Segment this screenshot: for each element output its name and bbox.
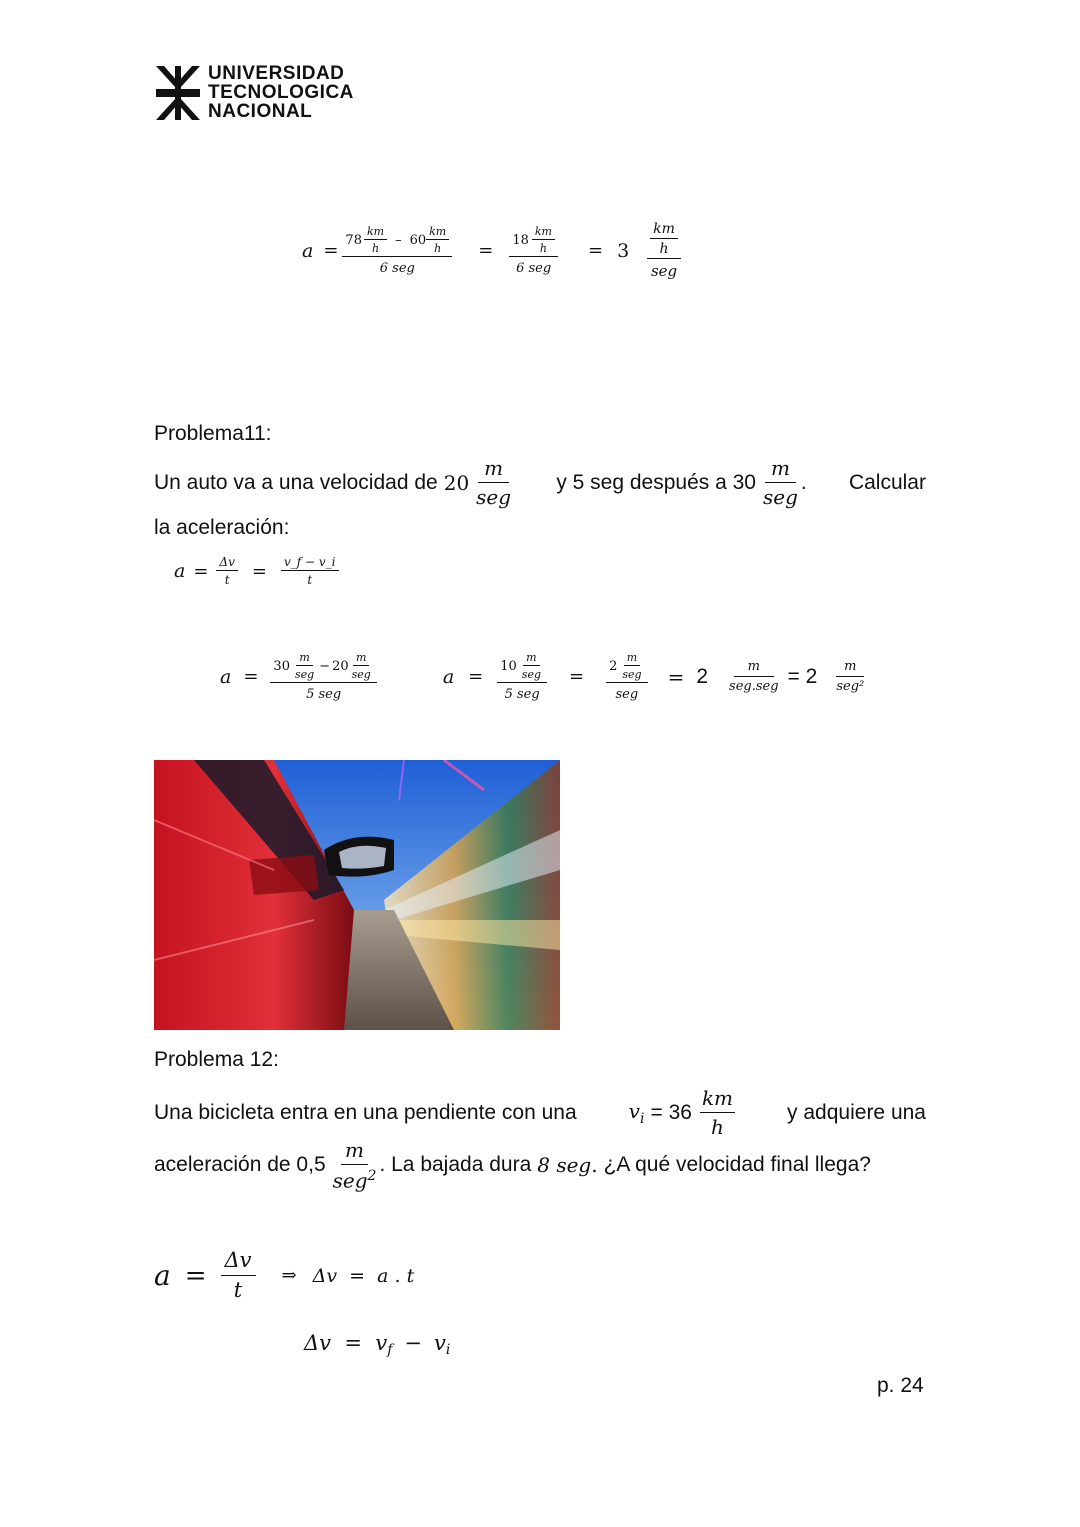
problem-12-statement-line1 [154,1088,926,1137]
m: m [523,652,539,666]
text: . La bajada dura [379,1153,532,1177]
fraction-10 [497,652,547,701]
m: m [765,458,796,483]
seg: seg [622,668,642,681]
text: y adquiere una [787,1100,926,1124]
fraction-dv-t [221,1250,256,1301]
seg: seg [615,687,639,702]
fraction-78-60 [342,226,452,275]
km-h-per-seg [647,222,681,279]
den-6seg: 6 seg [516,261,552,276]
m-per-seg2 [833,660,867,693]
problem-11-statement-line2: la aceleración: [154,516,290,539]
num-20: 20 [332,658,349,674]
car-speed-illustration-icon [154,760,560,1030]
m: m [734,660,774,677]
logo-line-1: UNIVERSIDAD [208,63,345,84]
h: h [711,1115,724,1139]
speeding-car-photo [154,760,560,1030]
m-per-seg2: $\frac{m}{seg^2}$ [332,1138,377,1193]
var-v: v [628,1098,640,1123]
dv: Δv [216,556,237,571]
eq-36: = 36 [650,1100,692,1124]
m: m [836,660,864,677]
logo-line-2: TECNOLOGICA [208,82,354,103]
seg: seg [762,485,798,509]
m: m [341,1140,368,1165]
num-30: 30 [273,658,290,674]
num-60: 60 [409,232,427,248]
num-10: 10 [500,658,517,674]
dv-equals-v: Δv = v [304,1331,388,1355]
m: m [353,652,369,666]
km: km [426,226,449,240]
num-78: 78 [345,232,362,248]
vf-minus-vi: v_f − v_i [281,556,339,571]
h: h [539,242,547,255]
den-5seg: 5 seg [504,687,540,702]
minus: – [395,232,402,248]
km-per-h [532,226,555,254]
t: t [224,573,230,587]
seg: seg [521,668,541,681]
text: y 5 seg después a 30 [556,470,756,494]
h: h [434,242,442,255]
km: km [650,222,678,239]
var-a: a [154,1259,171,1292]
num-2: 2 [696,664,709,688]
km-per-h [364,226,387,254]
seg-seg: seg.seg [729,679,779,694]
formula-dv-vf-vi: Δv = v f − v i [304,1331,451,1358]
utn-logo-icon [156,66,200,120]
num-18: 18 [512,232,529,248]
fraction-30-20: 30 $\frac{m}{\text{seg}}$ − 20 $\frac{m}{\text{seg}}$ 5 seg [270,652,376,701]
text: ¿A qué velocidad final llega? [603,1153,871,1177]
km: km [364,226,387,240]
text: Una bicicleta entra en una pendiente con una [154,1100,577,1124]
fraction-18 [509,226,558,275]
var-a: a [302,239,314,262]
seg: seg [476,485,512,509]
dv-equals-a-t: Δv = a . t [312,1264,415,1287]
v1-value: 20 [443,470,470,495]
text: Un auto va a una velocidad de [154,470,438,494]
h: h [371,242,380,255]
equals: = [587,240,604,261]
fraction-2 [606,652,647,701]
var-a: a [174,560,186,582]
var-a: a [220,665,232,688]
text: aceleración de 0,5 [154,1153,326,1177]
seg: seg [332,1168,368,1193]
acceleration-calculation: a = 30 $\frac{m}{\text{seg}}$ − 20 $\frac{m}{\text{seg}}$ 5 seg a = 10 $\frac{m}{\text{seg}}$ 5 seg = 2 $\frac{m}{\text{seg}}$ seg = 2 $\frac{m}{\text{seg.seg}}$ = 2 $\frac{m}{\text{seg²}}$ [220,652,867,701]
den-6seg: 6 seg [379,261,415,276]
km-per-h [426,226,449,254]
problem-11-statement-line1: Un auto va a una velocidad de 20 $\frac{m}{\text{seg}}$ y 5 seg después a 30 $\frac{m}{\text{seg}}$ . Calcular [154,456,926,509]
implies-arrow: ⇒ [281,1265,297,1286]
fraction-dv-t [216,556,237,586]
den-5seg: 5 seg [306,687,342,702]
text: Calcular [848,470,926,494]
formula-a-dv-t: a = $\frac{\Delta v}{t}$ = $\frac{v\_f - v\_i}{t}$ [174,556,339,586]
seg: seg [351,668,371,681]
num-2: 2 [609,658,618,674]
seg2: seg² [836,679,865,694]
university-name [208,64,354,121]
dv: Δv [221,1250,256,1276]
fraction-vf-vi-t [281,556,339,586]
h: h [659,241,669,257]
num-3: 3 [617,239,630,262]
t: t [307,573,313,587]
m-per-seg [760,458,801,507]
logo-line-3: NACIONAL [208,101,313,122]
m-per-seg [473,458,514,507]
seg: seg [650,262,678,280]
equals: = [478,240,494,261]
km-per-h [700,1088,735,1137]
equation-km-h [302,222,681,279]
problem-12-title: Problema 12: [154,1048,279,1071]
km: km [700,1088,735,1113]
var-a: a [442,665,455,688]
page-number: p. 24 [877,1374,924,1397]
m-per-segseg [726,660,782,693]
m: m [296,652,312,666]
sub-i: i [639,1110,645,1127]
m: m [624,652,640,666]
m: m [478,458,509,483]
duration: 8 seg. [537,1153,598,1178]
formula-a-dv-t-large: a = $\frac{\Delta v}{t}$ ⇒ Δv = a . t [154,1248,415,1302]
problem-12-statement-line2 [154,1140,871,1191]
equals: = [323,240,339,261]
seg: seg [294,668,315,681]
km: km [532,226,555,240]
t: t [233,1278,243,1302]
problem-11-title: Problema11: [154,422,272,445]
